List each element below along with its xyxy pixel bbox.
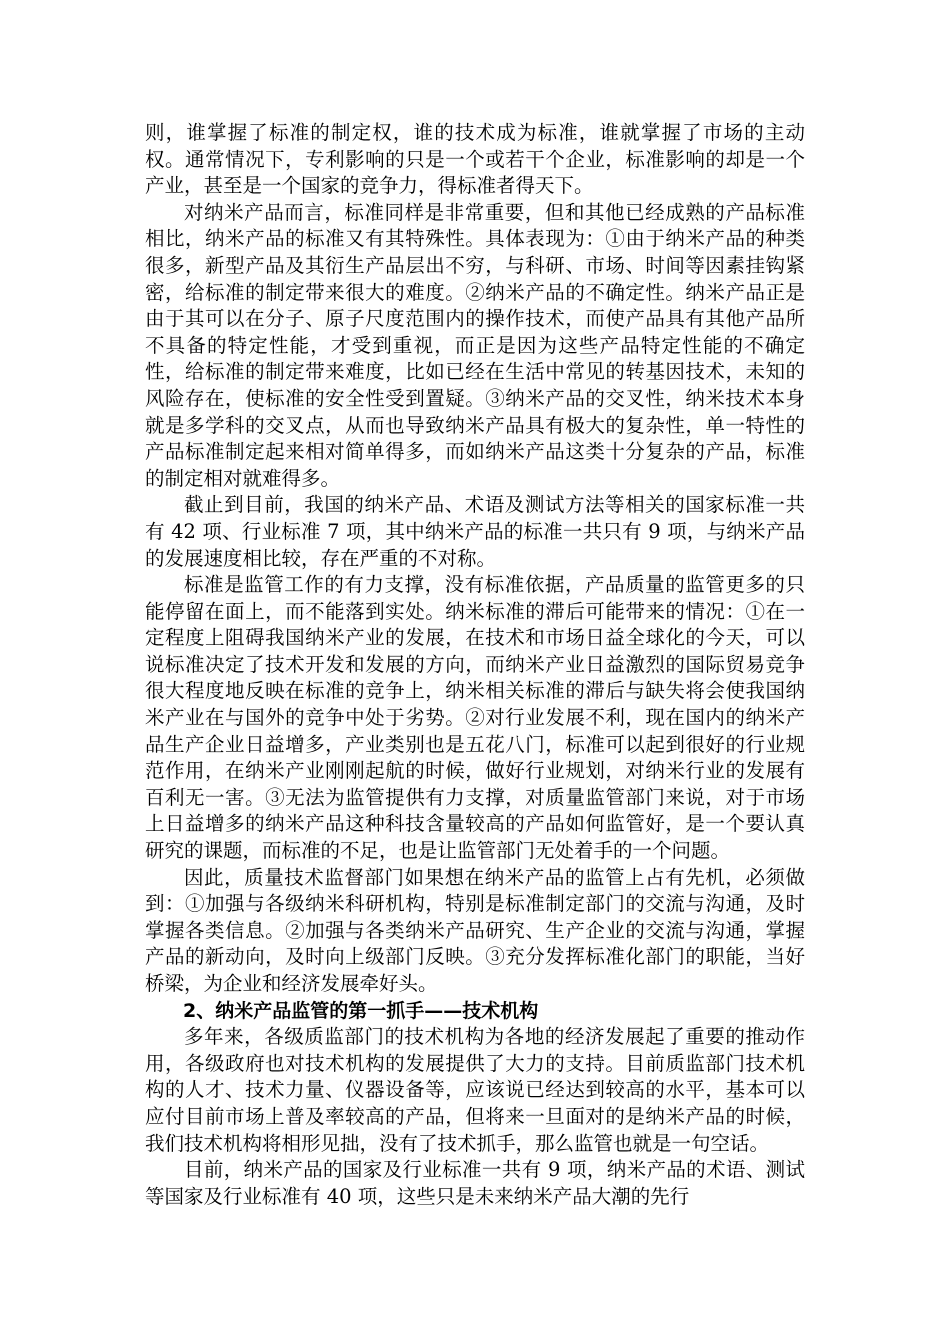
paragraph-4: 标准是监管工作的有力支撑，没有标准依据，产品质量的监管更多的只能停留在面上，而不能落到实处。纳米标准的滞后可能带来的情况：①在一定程度上阻碍我国纳米产业的发展，在技术和市场日益全球化的今天，可以说标准决定了技术开发和发展的方向，而纳米产业日益激烈的国际贸易竞争很大程度地反映在标准的竞争上，纳米相关标准的滞后与缺失将会使我国纳米产业在与国外的竞争中处于劣势。②对行业发展不利，现在国内的纳米产品生产企业日益增多，产业类别也是五花八门，标准可以起到很好的行业规范作用，在纳米产业刚刚起航的时候，做好行业规划，对纳米行业的发展有百利无一害。③无法为监管提供有力支撑，对质量监管部门来说，对于市场上日益增多的纳米产品这种科技含量较高的产品如何监管好，是一个要认真研究的课题，而标准的不足，也是让监管部门无处着手的一个问题。 xyxy=(145,573,805,863)
paragraph-5: 因此，质量技术监督部门如果想在纳米产品的监管上占有先机，必须做到：①加强与各级纳米科研机构，特别是标准制定部门的交流与沟通，及时掌握各类信息。②加强与各类纳米产品研究、生产企业的交流与沟通，掌握产品的新动向，及时向上级部门反映。③充分发挥标准化部门的职能，当好桥梁，为企业和经济发展牵好头。 xyxy=(145,865,805,995)
paragraph-3: 截止到目前，我国的纳米产品、术语及测试方法等相关的国家标准一共有 42 项、行业标准 7 项，其中纳米产品的标准一共只有 9 项，与纳米产品的发展速度相比较，存在严重的不对称。 xyxy=(145,493,805,570)
paragraph-2: 对纳米产品而言，标准同样是非常重要，但和其他已经成熟的产品标准相比，纳米产品的标准又有其特殊性。具体表现为：①由于纳米产品的种类很多，新型产品及其衍生产品层出不穷，与科研、市场、时间等因素挂钩紧密，给标准的制定带来很大的难度。②纳米产品的不确定性。纳米产品正是由于其可以在分子、原子尺度范围内的操作技术，而使产品具有其他产品所不具备的特定性能，才受到重视，而正是因为这些产品特定性能的不确定性，给标准的制定带来难度，比如已经在生活中常见的转基因技术，未知的风险存在，使标准的安全性受到置疑。③纳米产品的交叉性，纳米技术本身就是多学科的交叉点，从而也导致纳米产品具有极大的复杂性，单一特性的产品标准制定起来相对简单得多，而如纳米产品这类十分复杂的产品，标准的制定相对就难得多。 xyxy=(145,200,805,490)
paragraph-6: 多年来，各级质监部门的技术机构为各地的经济发展起了重要的推动作用，各级政府也对技术机构的发展提供了大力的支持。目前质监部门技术机构的人才、技术力量、仪器设备等，应该说已经达到较高的水平，基本可以应付目前市场上普及率较高的产品，但将来一旦面对的是纳米产品的时候，我们技术机构将相形见拙，没有了技术抓手，那么监管也就是一句空话。 xyxy=(145,1025,805,1155)
section-heading: 2、纳米产品监管的第一抓手——技术机构 xyxy=(183,999,539,1022)
paragraph-1: 则，谁掌握了标准的制定权，谁的技术成为标准，谁就掌握了市场的主动权。通常情况下，专利影响的只是一个或若干个企业，标准影响的却是一个产业，甚至是一个国家的竞争力，得标准者得天下。 xyxy=(145,121,805,198)
paragraph-7: 目前，纳米产品的国家及行业标准一共有 9 项，纳米产品的术语、测试等国家及行业标准有 40 项，这些只是未来纳米产品大潮的先行 xyxy=(145,1158,805,1208)
document-page xyxy=(145,120,805,1210)
